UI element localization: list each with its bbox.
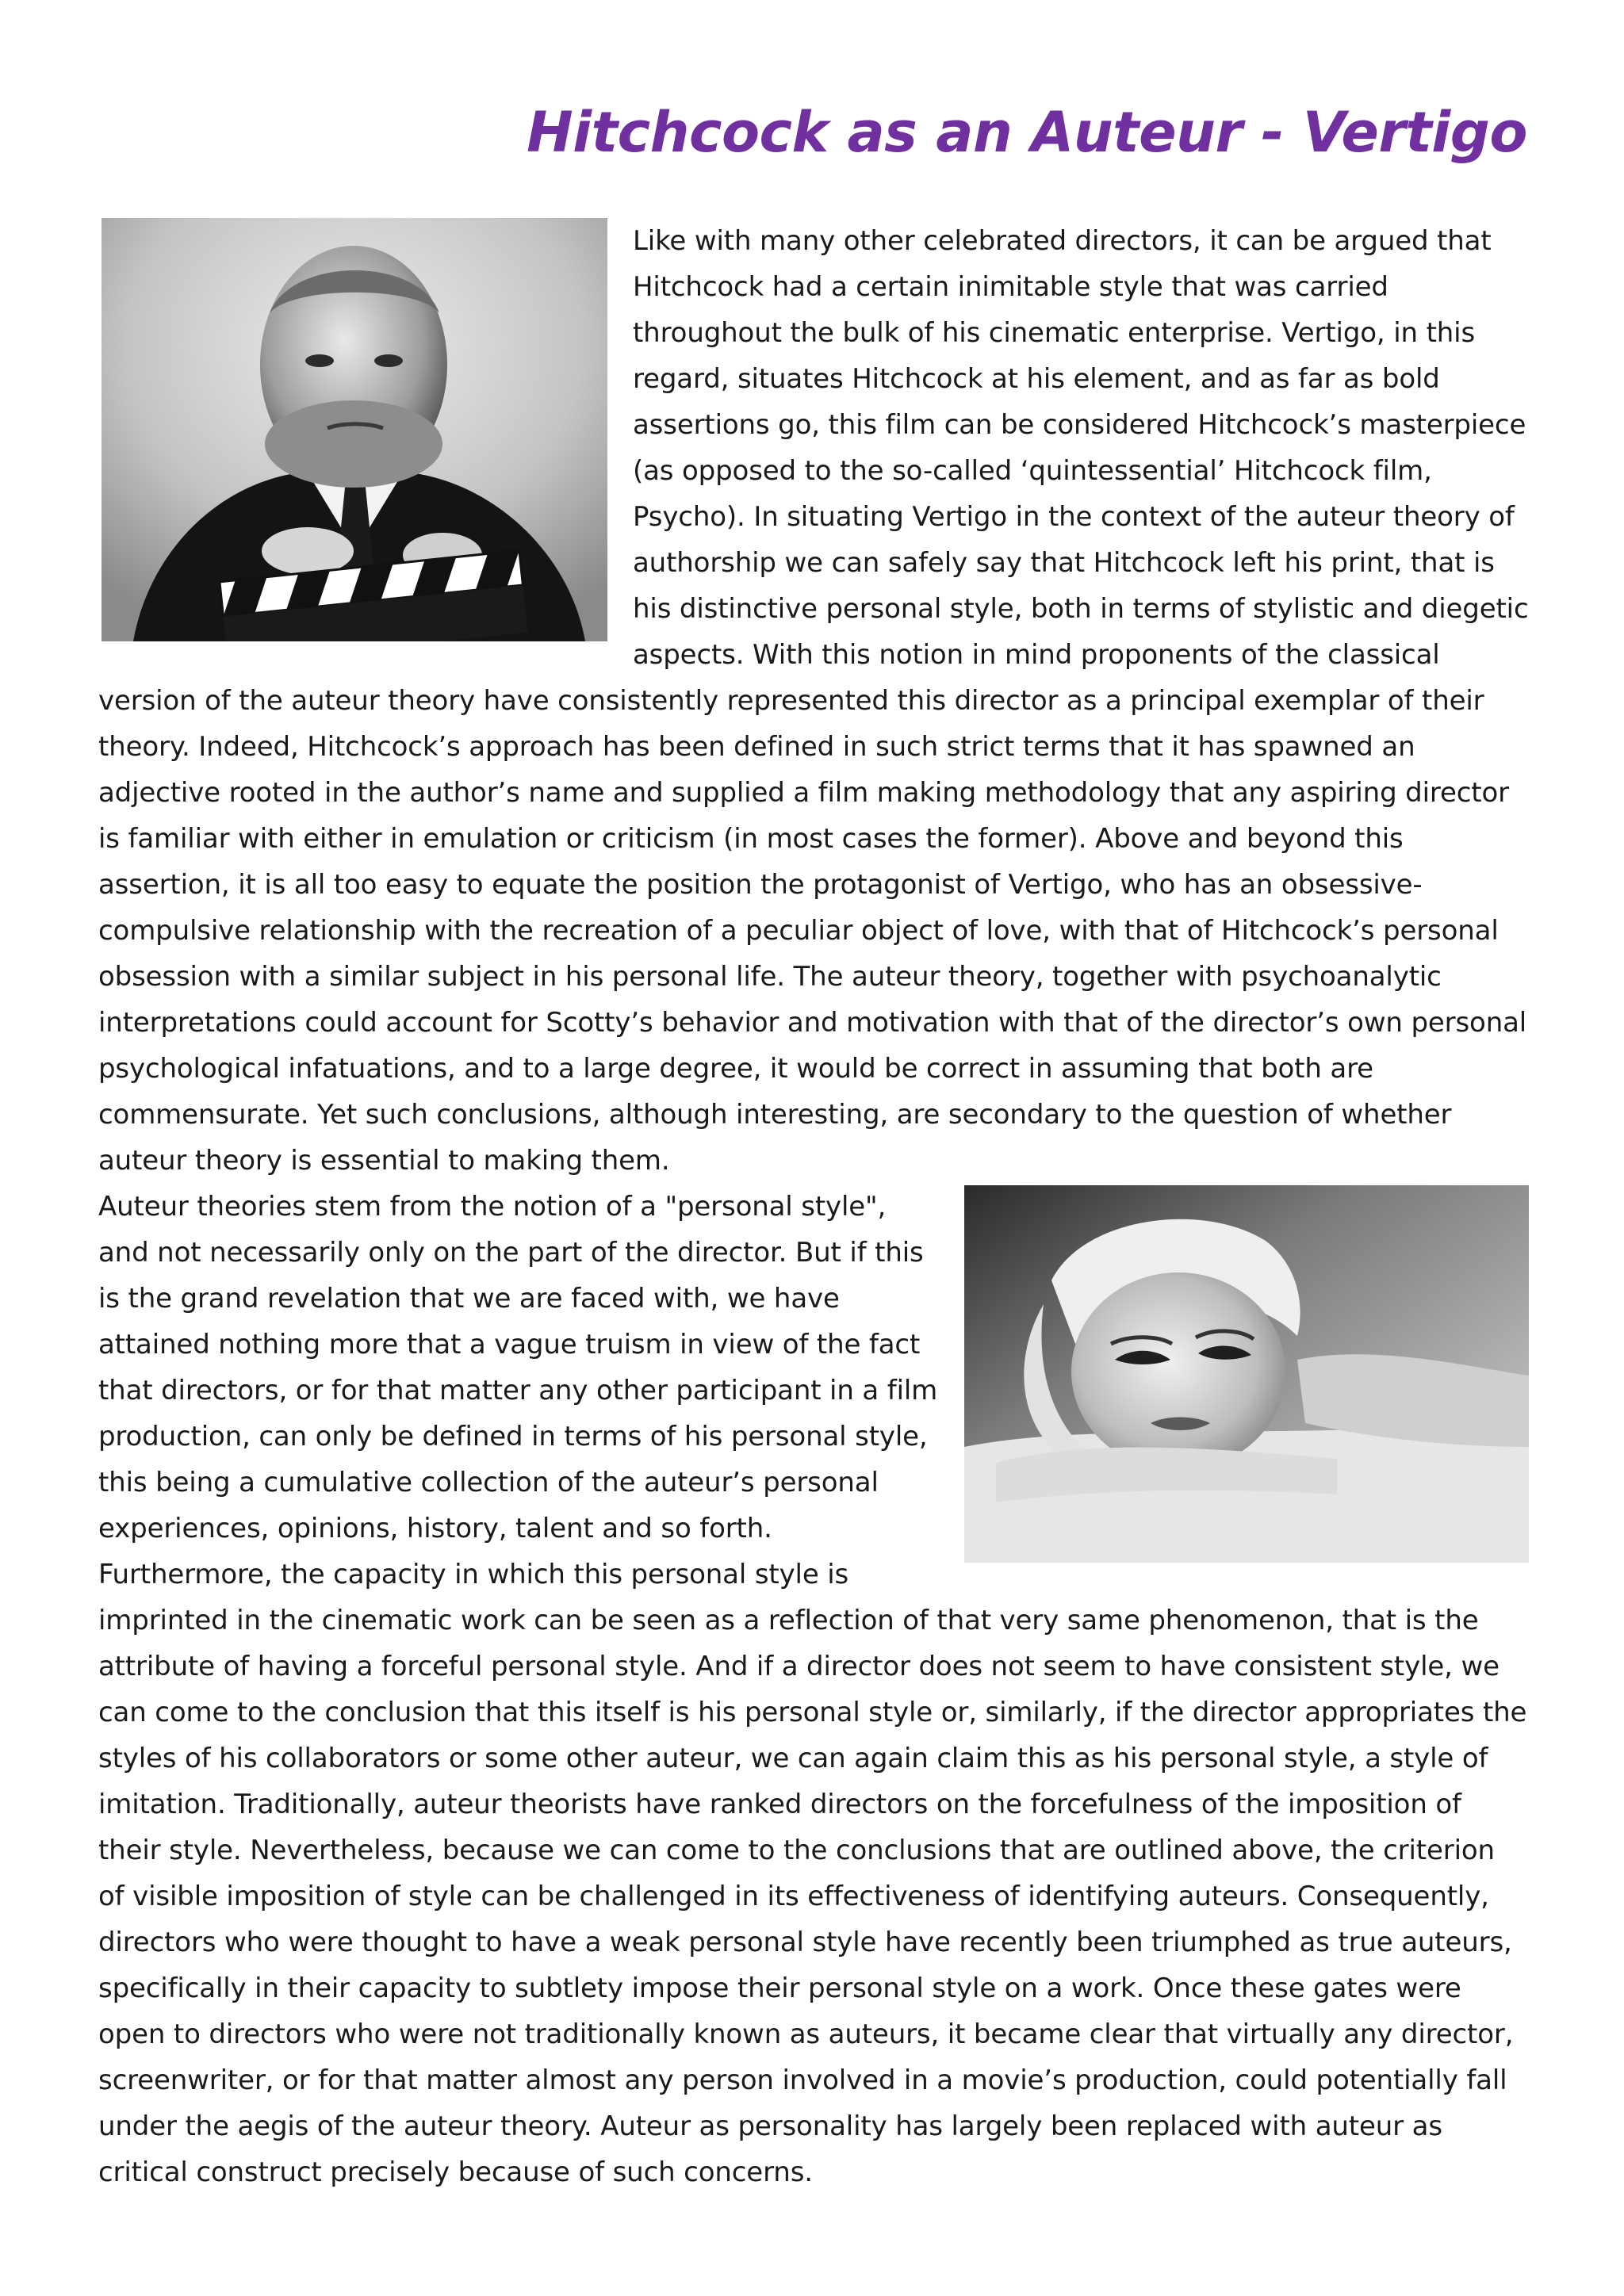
paragraph-2: Auteur theories stem from the notion of a "personal style", and not necessarily only on the part of the director. But if this is the grand revelation that we are faced with, we have attained nothing more that a vague truism in view of the fact that directors, or for that matter any other participant in a film production, can only be defined in terms of his personal style, this being a cumulative collection of the auteur’s personal experiences, opinions, history, talent and so forth. Furthermore, the capacity in which this personal style is imprinted in the cinematic work can be seen as a reflection of that very same phenomenon, that is the attribute of having a forceful personal style. And if a director does not seem to have consistent style, we can come to the conclusion that this itself is his personal style or, similarly, if the director appropriates the styles of his collaborators or some other auteur, we can again claim this as his personal style, a style of imitation. Traditionally, auteur theorists have ranked directors on the forcefulness of the imposition of their style. Nevertheless, because we can come to the conclusions that are outlined above, the criterion of visible imposition of style can be challenged in its effectiveness of identifying auteurs. Consequently, directors who were thought to have a weak personal style have recently been triumphed as true auteurs, specifically in their capacity to subtlety impose their personal style on a work. Once these gates were open to directors who were not traditionally known as auteurs, it became clear that virtually any director, screenwriter, or for that matter almost any person involved in a movie’s production, could potentially fall under the aegis of the auteur theory. Auteur as personality has largely been replaced with auteur as critical construct precisely because of such concerns. — [98, 1191, 1527, 2188]
article-body — [98, 218, 1529, 2195]
woman-lying-photo — [964, 1185, 1529, 1563]
page-title: Hitchcock as an Auteur - Vertigo — [527, 100, 1527, 165]
hitchcock-photo — [102, 218, 607, 641]
paragraph-1: Like with many other celebrated directors, it can be argued that Hitchcock had a certain inimitable style that was carried throughout the bulk of his cinematic enterprise. Vertigo, in this regard, situates Hitchcock at his element, and as far as bold assertions go, this film can be considered Hitchcock’s masterpiece (as opposed to the so-called ‘quintessential’ Hitchcock film, Psycho). In situating Vertigo in the context of the auteur theory of authorship we can safely say that Hitchcock left his print, that is his distinctive personal style, both in terms of stylistic and diegetic aspects. With this notion in mind proponents of the classical version of the auteur theory have consistently represented this director as a principal exemplar of their theory. Indeed, Hitchcock’s approach has been defined in such strict terms that it has spawned an adjective rooted in the author’s name and supplied a film making methodology that any aspiring director is familiar with either in emulation or criticism (in most cases the former). Above and beyond this assertion, it is all too easy to equate the position the protagonist of Vertigo, who has an obsessive-compulsive relationship with the recreation of a peculiar object of love, with that of Hitchcock’s personal obsession with a similar subject in his personal life. The auteur theory, together with psychoanalytic interpretations could account for Scotty’s behavior and motivation with that of the director’s own personal psychological infatuations, and to a large degree, it would be correct in assuming that both are commensurate. Yet such conclusions, although interesting, are secondary to the question of whether auteur theory is essential to making them. — [98, 225, 1529, 1177]
